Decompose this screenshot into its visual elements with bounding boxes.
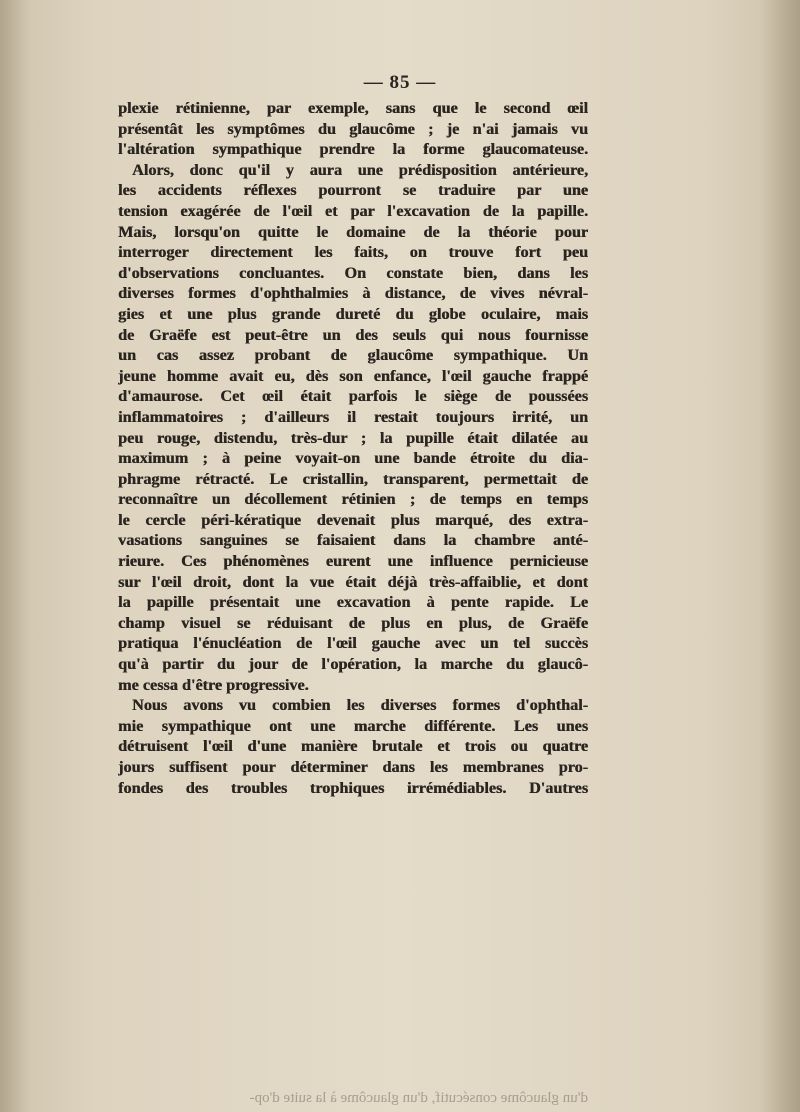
text-line: les accidents réflexes pourront se traduire par une: [118, 181, 588, 200]
text-line: d'observations concluantes. On constate bien, dans les: [118, 263, 588, 282]
page-edge-shadow-right: [760, 0, 800, 1112]
text-line: pratiqua l'énucléation de l'œil gauche avec un tel succès: [118, 634, 588, 653]
text-line: de Graëfe est peut-être un des seuls qui nous fournisse: [118, 325, 588, 344]
text-line: gies et une plus grande dureté du globe oculaire, mais: [118, 304, 588, 323]
text-line: présentât les symptômes du glaucôme ; je n'ai jamais vu: [118, 119, 588, 138]
text-line: plexie rétinienne, par exemple, sans que le second œil: [118, 99, 588, 117]
text-line: Alors, donc qu'il y aura une prédisposition antérieure,: [132, 160, 588, 179]
text-line: diverses formes d'ophthalmies à distance, de vives névral-: [118, 284, 588, 303]
text-line: la papille présentait une excavation à pente rapide. Le: [118, 593, 588, 612]
bleed-through-text: d'un glaucôme consécutif, d'un glaucôme à la suite d'op-: [249, 1090, 588, 1106]
text-line: qu'à partir du jour de l'opération, la marche du glaucô-: [118, 655, 588, 674]
text-line: peu rouge, distendu, très-dur ; la pupille était dilatée au: [118, 428, 588, 447]
text-line: reconnaître un décollement rétinien ; de temps en temps: [118, 490, 588, 509]
page-number: — 85 —: [363, 72, 437, 93]
text-line: Nous avons vu combien les diverses formes d'ophthal-: [132, 696, 588, 715]
text-line: jeune homme avait eu, dès son enfance, l'œil gauche frappé: [118, 366, 588, 385]
text-line: phragme rétracté. Le cristallin, transparent, permettait de: [118, 469, 588, 488]
text-line: champ visuel se réduisant de plus en plus, de Graëfe: [118, 613, 588, 632]
text-line: l'altération sympathique prendre la forme glaucomateuse.: [118, 140, 588, 159]
text-line: un cas assez probant de glaucôme sympathique. Un: [118, 346, 588, 365]
text-line: tension exagérée de l'œil et par l'excavation de la papille.: [118, 201, 588, 220]
text-line: fondes des troubles trophiques irrémédiables. D'autres: [118, 778, 588, 797]
text-line: rieure. Ces phénomènes eurent une influence pernicieuse: [118, 552, 588, 571]
text-line: détruisent l'œil d'une manière brutale et trois ou quatre: [118, 737, 588, 756]
text-line: vasations sanguines se faisaient dans la chambre anté-: [118, 531, 588, 550]
text-line: inflammatoires ; d'ailleurs il restait toujours irrité, un: [118, 407, 588, 426]
text-line: jours suffisent pour déterminer dans les membranes pro-: [118, 758, 588, 776]
text-line: maximum ; à peine voyait-on une bande étroite du dia-: [118, 449, 588, 468]
text-line: sur l'œil droit, dont la vue était déjà très-affaiblie, et dont: [118, 572, 588, 591]
page-edge-shadow-left: [0, 0, 30, 1112]
text-line: Mais, lorsqu'on quitte le domaine de la théorie pour: [118, 222, 588, 241]
text-line: le cercle péri-kératique devenait plus marqué, des extra-: [118, 510, 588, 529]
text-line: me cessa d'être progressive.: [118, 675, 309, 694]
text-line: mie sympathique ont une marche différente. Les unes: [118, 716, 588, 735]
body-text: [118, 98, 588, 798]
text-line: d'amaurose. Cet œil était parfois le siège de poussées: [118, 387, 588, 406]
text-line: interroger directement les faits, on trouve fort peu: [118, 243, 588, 262]
